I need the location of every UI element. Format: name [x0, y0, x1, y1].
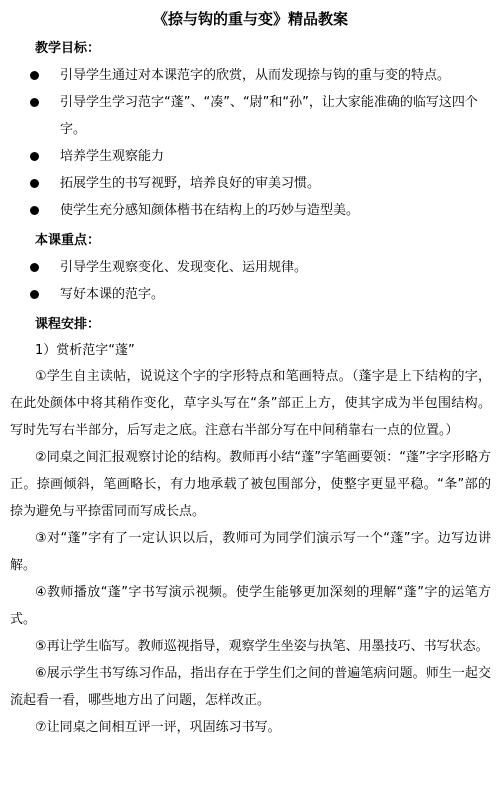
schedule-heading: 课程安排： [35, 317, 101, 332]
schedule-paragraph: ①学生自主读帖，说说这个字的字形特点和笔画特点。（蓬字是上下结构的字，在此处颜体中将其稍作变化，草字头写在“条”部正上方，使其字成为半包围结构。写时先写右半部分，后写走之底。注意右半部分写在中间稍靠右一点的位置。） [10, 369, 491, 438]
bullet-icon [30, 263, 39, 272]
list-item: 写好本课的范字。 [10, 281, 491, 308]
list-item: 引导学生通过对本课范字的欣赏，从而发现捺与钩的重与变的特点。 [10, 62, 491, 89]
list-item: 引导学生学习范字“蓬”、“凑”、“尉”和“孙”，让大家能准确的临写这四个字。 [10, 89, 491, 143]
schedule-paragraph: ⑦让同桌之间相互评一评，巩固练习书写。 [35, 720, 281, 735]
schedule-subheading: 1）赏析范字“蓬” [35, 343, 135, 358]
bullet-icon [30, 206, 39, 215]
bullet-icon [30, 98, 39, 107]
schedule-paragraph: ②同桌之间汇报观察讨论的结构。教师再小结“蓬”字笔画要领：“蓬”字字形略方正。捺画倾斜，笔画略长，有力地承载了被包围部分，使整字更显平稳。“夆”部的捺为避免与平捺雷同而写成长点。 [10, 450, 491, 519]
bullet-icon [30, 71, 39, 80]
schedule-paragraph: ⑥展示学生书写练习作品，指出存在于学生们之间的普遍笔病问题。师生一起交流起看一看，哪些地方出了问题，怎样改正。 [10, 666, 491, 708]
schedule-paragraph: ④教师播放“蓬”字书写演示视频。使学生能够更加深刻的理解“蓬”字的运笔方式。 [10, 585, 491, 627]
list-item: 使学生充分感知颜体楷书在结构上的巧妙与造型美。 [10, 197, 491, 224]
list-item: 拓展学生的书写视野，培养良好的审美习惯。 [10, 170, 491, 197]
key-points-list [10, 254, 491, 308]
objectives-list [10, 62, 491, 224]
schedule-paragraph: ⑤再让学生临写。教师巡视指导，观察学生坐姿与执笔、用墨技巧、书写状态。 [35, 639, 489, 654]
bullet-icon [30, 290, 39, 299]
objectives-heading: 教学目标： [35, 41, 101, 56]
list-item: 引导学生观察变化、发现变化、运用规律。 [10, 254, 491, 281]
document-title: 《捺与钩的重与变》精品教案 [152, 10, 348, 28]
bullet-icon [30, 152, 39, 161]
list-item: 培养学生观察能力 [10, 143, 491, 170]
key-points-heading: 本课重点： [35, 233, 101, 248]
schedule-paragraph: ③对“蓬”字有了一定认识以后，教师可为同学们演示写一个“蓬”字。边写边讲解。 [10, 531, 491, 573]
bullet-icon [30, 179, 39, 188]
